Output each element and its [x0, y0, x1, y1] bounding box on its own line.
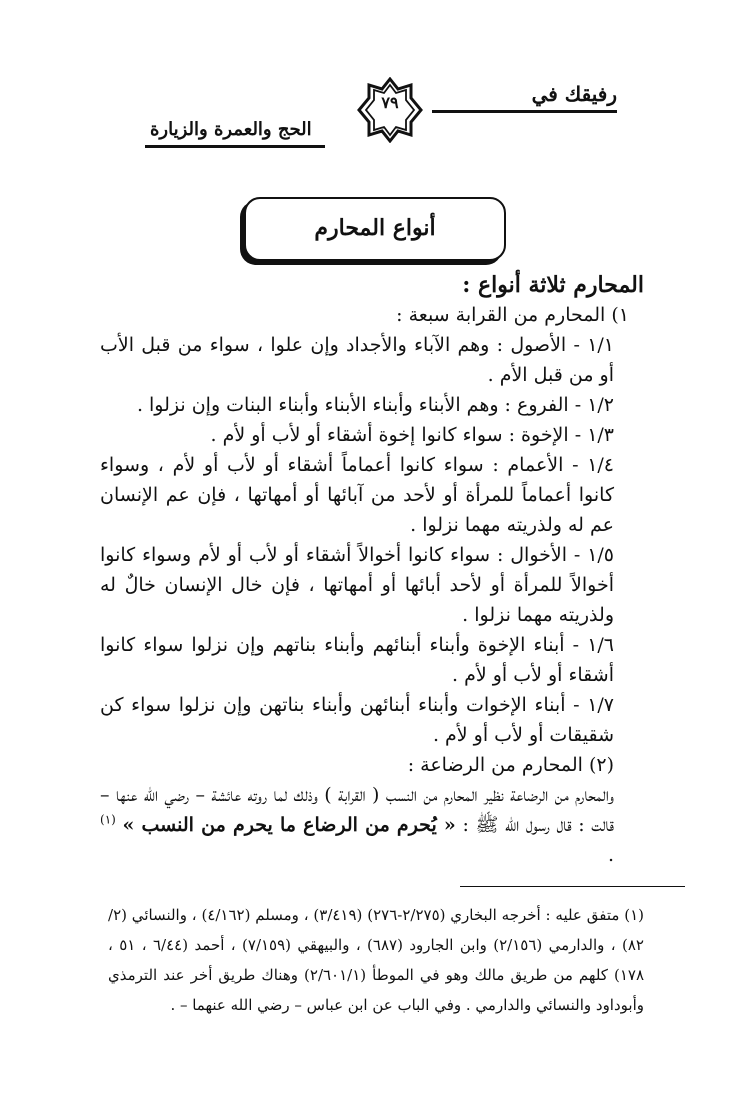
section-title: أنواع المحارم: [314, 215, 436, 241]
book-title: رفيقك في: [531, 82, 617, 106]
main-text: [100, 270, 644, 870]
book-subtitle: الحج والعمرة والزيارة: [150, 119, 312, 140]
header-top-rule: [432, 110, 617, 113]
footnote-1: (١) متفق عليه : أخرجه البخاري (٢/٢٧٥-٢٧٦) (٣/٤١٩) ، ومسلم (٤/١٦٢) ، والنسائي (٢/ ٨٢) ، والدارمي (٢/١٥٦) وابن الجارود (٦٨٧) ، والبيهقي (٧/١٥٩) ، أحمد (٦/٤٤ ، ٥١ ، ١٧٨) كلهم من طريق مالك وهو في الموطأ (٢/٦٠١/١) وهناك طريق أخر عند الترمذي وأبوداود والنسائي والدارمي . وفي الباب عن ابن عباس – رضي الله عنهما – .: [108, 906, 644, 1014]
paragraph-10: [100, 780, 644, 870]
footnote-ref-1: (١): [100, 812, 116, 827]
page-header: [0, 60, 752, 155]
paragraph-10-end: .: [607, 844, 614, 866]
paragraph-10-text: والمحارم من الرضاعة نظير المحارم من النسب ( القرابة ) وذلك لما روته عائشة – رضي الله عنها – قالت : قال رسول الله ﷺ :: [100, 784, 615, 836]
header-bottom-rule: [145, 145, 325, 148]
footnote-divider: [460, 886, 685, 887]
paragraph-7: ١/٦ - أبناء الإخوة وأبناء أبنائهم وأبناء بناتهم وإن نزلوا سواء كانوا أشقاء أو لأب أو لأم .: [100, 634, 614, 686]
lead-heading: المحارم ثلاثة أنواع :: [462, 272, 644, 298]
hadith-quote: « يُحرم من الرضاع ما يحرم من النسب »: [122, 814, 456, 836]
page-number: ٧٩: [381, 93, 399, 112]
paragraph-3: ١/٢ - الفروع : وهم الأبناء وأبناء الأبناء وأبناء البنات وإن نزلوا .: [136, 394, 614, 416]
paragraph-8: ١/٧ - أبناء الإخوات وأبناء أبنائهن وأبناء بناتهن وإن نزلوا سواء كن شقيقات أو لأب أو لأم .: [100, 694, 614, 746]
paragraph-2: ١/١ - الأصول : وهم الآباء والأجداد وإن علوا ، سواء من قبل الأب أو من قبل الأم .: [100, 334, 614, 386]
paragraph-5: ١/٤ - الأعمام : سواء كانوا أعماماً أشقاء أو لأب أو لأم ، وسواء كانوا أعماماً للمرأة أو لأحد من آبائها أو أمهاتها ، فإن عم الإنسان عم له ولذريته مهما نزلوا .: [100, 454, 614, 536]
paragraph-1: ١) المحارم من القرابة سبعة :: [396, 304, 629, 326]
paragraph-9: (٢) المحارم من الرضاعة :: [407, 754, 614, 776]
section-title-box: [244, 197, 506, 261]
footnotes: [108, 900, 644, 1020]
page-number-badge: [357, 77, 423, 143]
paragraph-4: ١/٣ - الإخوة : سواء كانوا إخوة أشقاء أو لأب أو لأم .: [210, 424, 614, 446]
paragraph-6: ١/٥ - الأخوال : سواء كانوا أخوالاً أشقاء أو لأب أو لأم وسواء كانوا أخوالاً للمرأة أو لأحد أبائها أو أمهاتها ، فإن خال الإنسان خالٌ له ولذريته مهما نزلوا .: [100, 544, 614, 626]
